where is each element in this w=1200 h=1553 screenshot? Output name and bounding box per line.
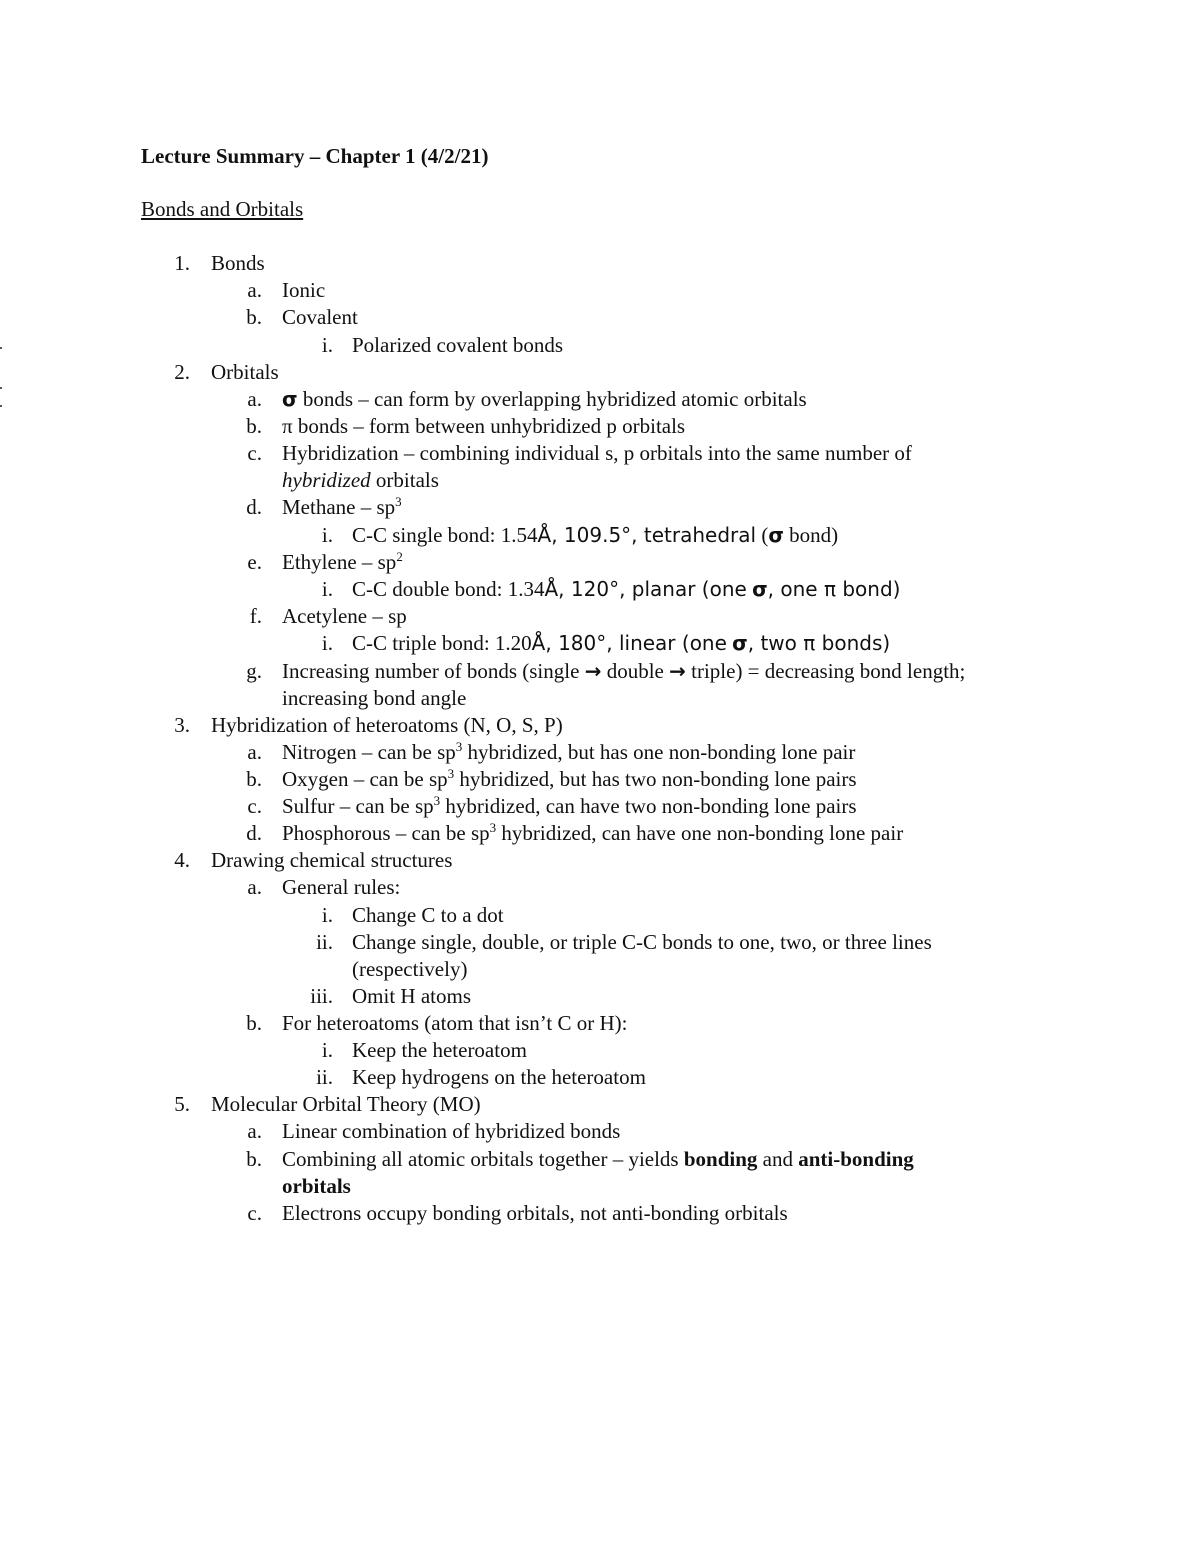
list-item-text: hybridized, but has two non-bonding lone pairs	[454, 767, 857, 791]
list-item	[282, 820, 903, 847]
list-marker: d.	[246, 495, 262, 519]
list-item-text: Phosphorous – can be sp	[282, 821, 490, 845]
list-item-text: hybridized, can have one non-bonding lone pair	[496, 821, 904, 845]
list-item: General rules:	[282, 875, 401, 899]
superscript: 3	[395, 494, 402, 509]
list-item-text: triple) = decreasing bond length;	[685, 659, 966, 683]
superscript: 3	[447, 766, 455, 781]
list-item: Ionic	[282, 278, 326, 302]
list-item-text: double	[601, 659, 670, 683]
list-marker: b.	[246, 1147, 262, 1171]
sigma-symbol: σ	[732, 631, 748, 655]
list-item-text: Ethylene – sp	[282, 550, 397, 574]
bold-term: anti-bonding	[798, 1147, 914, 1171]
list-item: Omit H atoms	[352, 984, 471, 1008]
list-item-text: (	[756, 523, 769, 547]
list-item: Linear combination of hybridized bonds	[282, 1119, 621, 1143]
list-marker: a.	[247, 387, 262, 411]
list-marker: i.	[321, 523, 333, 547]
list-marker: b.	[246, 1011, 262, 1035]
list-number: 3.	[174, 713, 190, 737]
list-item	[282, 494, 402, 521]
document-title: Lecture Summary – Chapter 1 (4/2/21)	[141, 144, 489, 168]
list-item-text: orbitals	[370, 468, 439, 492]
list-item-continuation	[282, 467, 439, 494]
list-item-text: hybridized, can have two non-bonding lone pairs	[440, 794, 857, 818]
list-marker: a.	[247, 875, 262, 899]
list-item-text: Nitrogen – can be sp	[282, 740, 456, 764]
list-item: π bonds – form between unhybridized p orbitals	[282, 414, 686, 438]
list-marker: ii.	[316, 1065, 333, 1089]
section-heading: Bonds and Orbitals	[141, 197, 304, 221]
list-item: Bonds	[211, 251, 265, 275]
list-item-text: bond)	[783, 523, 839, 547]
list-marker: i.	[321, 577, 333, 601]
list-item	[282, 658, 965, 685]
list-item: Hybridization – combining individual s, p orbitals into the same number of	[282, 441, 912, 465]
list-item	[352, 522, 838, 549]
edge-mark	[0, 387, 2, 389]
list-marker: c.	[247, 441, 262, 465]
list-item-text: C-C triple bond: 1.20	[352, 631, 532, 655]
superscript: 3	[489, 820, 497, 835]
superscript: 3	[455, 739, 463, 754]
list-item-text: Sulfur – can be sp	[282, 794, 434, 818]
list-item: Keep the heteroatom	[352, 1038, 527, 1062]
list-marker: b.	[246, 305, 262, 329]
list-item	[352, 576, 900, 603]
list-marker: c.	[247, 1201, 262, 1225]
superscript: 3	[433, 793, 441, 808]
list-number: 1.	[174, 251, 190, 275]
sigma-symbol: σ	[752, 577, 768, 601]
list-item: Polarized covalent bonds	[352, 333, 564, 357]
list-marker: b.	[246, 767, 262, 791]
list-marker: e.	[247, 550, 262, 574]
list-item-text: Methane – sp	[282, 495, 396, 519]
list-item: For heteroatoms (atom that isn’t C or H):	[282, 1011, 628, 1035]
list-marker: a.	[247, 740, 262, 764]
bond-parameters: , two π bonds)	[747, 631, 891, 655]
list-item	[282, 793, 857, 820]
list-item	[282, 386, 807, 413]
list-item	[282, 739, 855, 766]
list-marker: c.	[247, 794, 262, 818]
list-item: Hybridization of heteroatoms (N, O, S, P)	[211, 713, 563, 737]
list-item-text: C-C single bond: 1.54	[352, 523, 538, 547]
list-item: Keep hydrogens on the heteroatom	[352, 1065, 646, 1089]
list-item	[282, 549, 403, 576]
list-item: Orbitals	[211, 360, 279, 384]
bond-parameters: , one π bond)	[767, 577, 901, 601]
bond-parameters: Å, 120°, planar (one	[544, 577, 747, 601]
arrow-icon: →	[584, 659, 602, 683]
list-marker: i.	[321, 1038, 333, 1062]
list-item-continuation: increasing bond angle	[282, 686, 467, 710]
list-number: 4.	[174, 848, 190, 872]
list-number: 2.	[174, 360, 190, 384]
list-marker: i.	[321, 333, 333, 357]
edge-mark	[0, 347, 2, 349]
list-item	[282, 766, 857, 793]
list-item: Covalent	[282, 305, 358, 329]
bond-parameters: Å, 109.5°, tetrahedral	[537, 523, 757, 547]
list-marker: i.	[321, 631, 333, 655]
edge-mark	[0, 405, 2, 407]
list-number: 5.	[174, 1092, 190, 1116]
list-item: Drawing chemical structures	[211, 848, 453, 872]
list-item-continuation: (respectively)	[352, 957, 468, 981]
list-item-text: Oxygen – can be sp	[282, 767, 448, 791]
list-item-text: hybridized, but has one non-bonding lone pair	[462, 740, 856, 764]
list-item-text: Increasing number of bonds (single	[282, 659, 585, 683]
italic-term: hybridized	[282, 468, 371, 492]
list-item-text: bonds – can form by overlapping hybridized atomic orbitals	[297, 387, 807, 411]
superscript: 2	[396, 549, 403, 564]
sigma-symbol: σ	[282, 387, 298, 411]
list-item: Electrons occupy bonding orbitals, not anti-bonding orbitals	[282, 1201, 788, 1225]
list-item: Acetylene – sp	[282, 604, 407, 628]
list-marker: f.	[249, 604, 262, 628]
list-marker: iii.	[310, 984, 333, 1008]
list-item: Change C to a dot	[352, 903, 504, 927]
list-item	[352, 630, 890, 657]
sigma-symbol: σ	[768, 523, 784, 547]
arrow-icon: →	[669, 659, 686, 683]
list-marker: b.	[246, 414, 262, 438]
list-item: Change single, double, or triple C-C bonds to one, two, or three lines	[352, 930, 932, 954]
list-item: Molecular Orbital Theory (MO)	[211, 1092, 481, 1116]
list-item-text: Combining all atomic orbitals together – yields	[282, 1147, 684, 1171]
list-item-continuation: orbitals	[282, 1174, 351, 1198]
list-marker: ii.	[316, 930, 333, 954]
list-marker: a.	[247, 1119, 262, 1143]
list-item-text: C-C double bond: 1.34	[352, 577, 545, 601]
list-marker: i.	[321, 903, 333, 927]
list-marker: g.	[246, 659, 262, 683]
bond-parameters: Å, 180°, linear (one	[531, 631, 727, 655]
list-item-text: and	[757, 1147, 799, 1171]
list-marker: a.	[247, 278, 262, 302]
list-marker: d.	[246, 821, 262, 845]
bold-term: bonding	[683, 1147, 758, 1171]
list-item	[282, 1146, 914, 1173]
